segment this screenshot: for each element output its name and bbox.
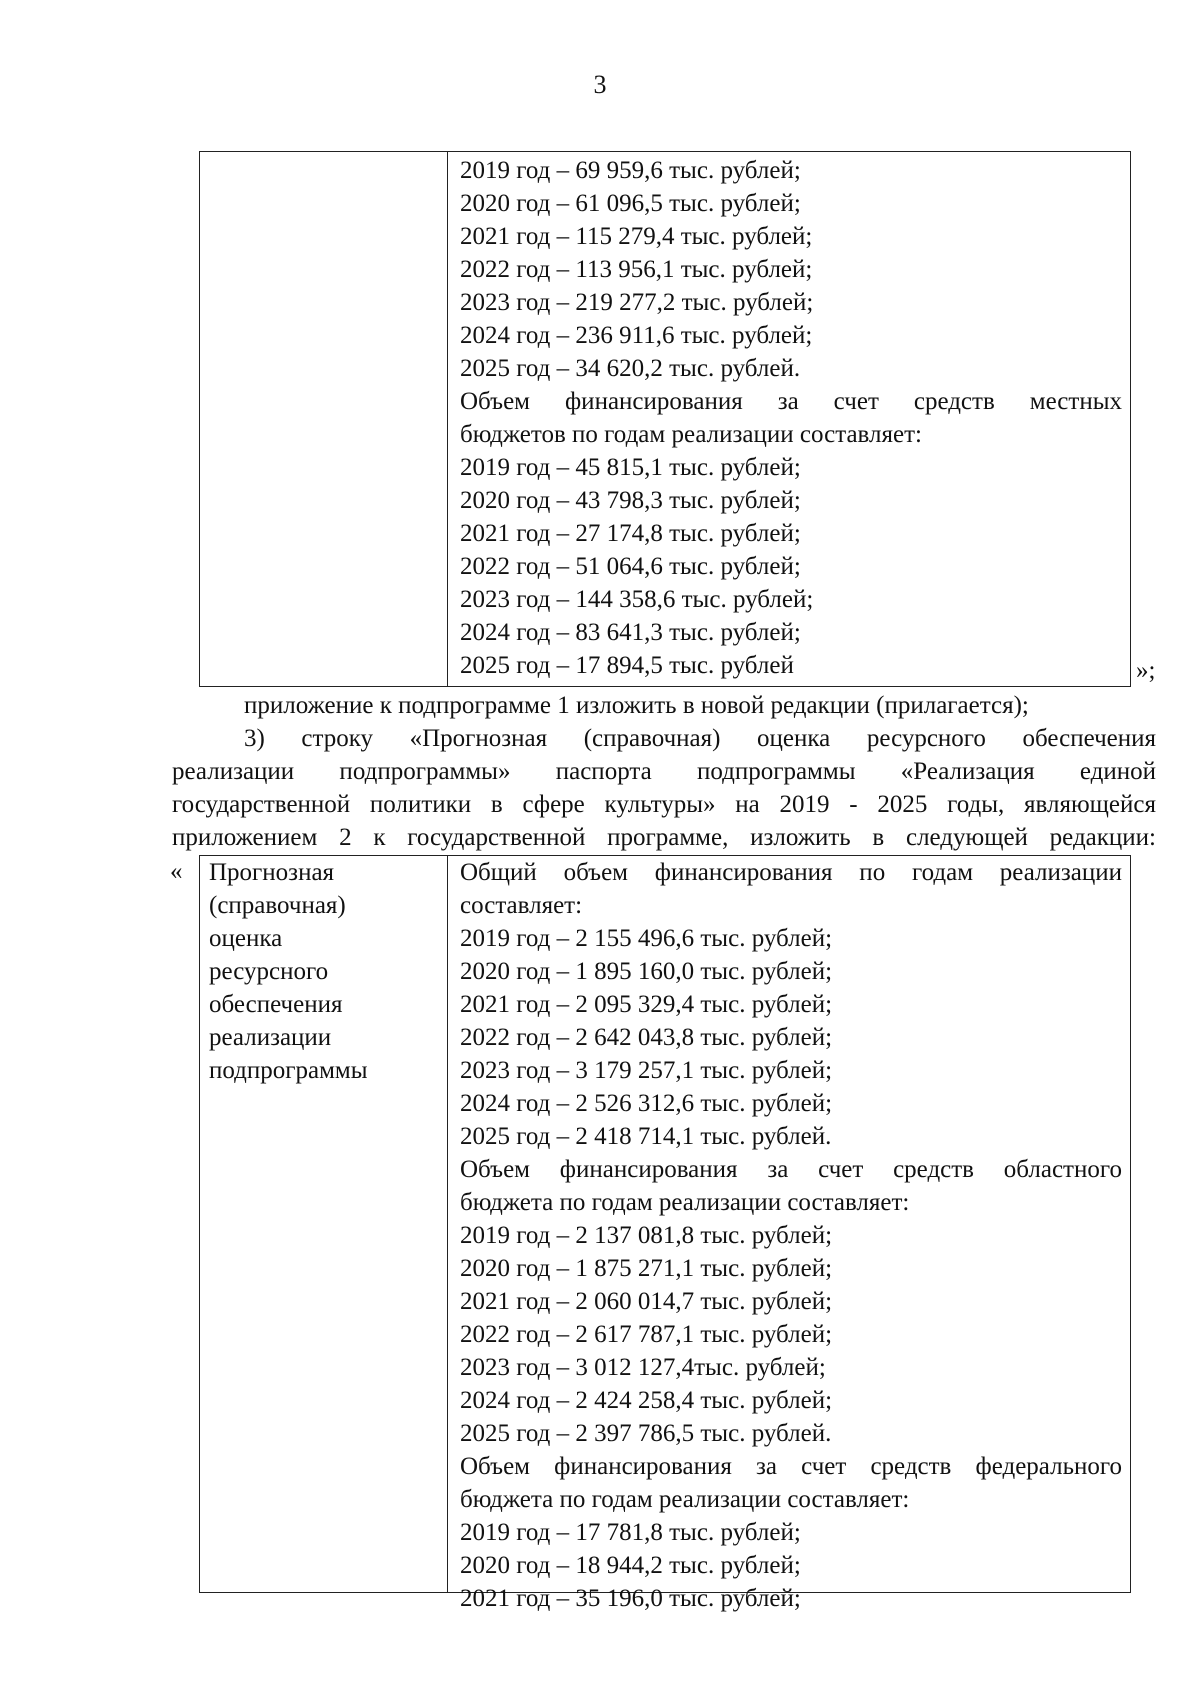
table2-left-line: Прогнозная bbox=[209, 859, 335, 886]
table1-column-divider bbox=[447, 151, 448, 687]
table2-line: 2021 год – 2 060 014,7 тыс. рублей; bbox=[460, 1288, 833, 1315]
table1-line: 2019 год – 69 959,6 тыс. рублей; bbox=[460, 157, 801, 184]
table2-line: Объем финансирования за счет средств областного bbox=[460, 1156, 1122, 1183]
table2-line: 2024 год – 2 424 258,4 тыс. рублей; bbox=[460, 1387, 833, 1414]
body-line: реализации подпрограммы» паспорта подпрограммы «Реализация единой bbox=[172, 758, 1156, 785]
table2-line: 2022 год – 2 617 787,1 тыс. рублей; bbox=[460, 1321, 833, 1348]
table2-line: 2019 год – 2 137 081,8 тыс. рублей; bbox=[460, 1222, 833, 1249]
table1-line: 2022 год – 51 064,6 тыс. рублей; bbox=[460, 553, 801, 580]
table1-line: 2025 год – 34 620,2 тыс. рублей. bbox=[460, 355, 801, 382]
table2-left-line: подпрограммы bbox=[209, 1057, 368, 1084]
table2-line: 2020 год – 1 895 160,0 тыс. рублей; bbox=[460, 958, 833, 985]
closing-quote-mark: »; bbox=[1136, 657, 1156, 684]
table2-line: 2024 год – 2 526 312,6 тыс. рублей; bbox=[460, 1090, 833, 1117]
table2-left-line: ресурсного bbox=[209, 958, 329, 985]
table2-line: 2020 год – 1 875 271,1 тыс. рублей; bbox=[460, 1255, 833, 1282]
table1-line: 2020 год – 43 798,3 тыс. рублей; bbox=[460, 487, 801, 514]
table2-line: Общий объем финансирования по годам реализации bbox=[460, 859, 1122, 886]
table2-line: 2019 год – 17 781,8 тыс. рублей; bbox=[460, 1519, 801, 1546]
table2-left-line: реализации bbox=[209, 1024, 332, 1051]
table2-left-line: оценка bbox=[209, 925, 283, 952]
table1-line: 2021 год – 115 279,4 тыс. рублей; bbox=[460, 223, 813, 250]
body-line: государственной политики в сфере культуры» на 2019 - 2025 годы, являющейся bbox=[172, 791, 1156, 818]
table2-line: Объем финансирования за счет средств федерального bbox=[460, 1453, 1122, 1480]
table2-line: 2022 год – 2 642 043,8 тыс. рублей; bbox=[460, 1024, 833, 1051]
table1-line: 2021 год – 27 174,8 тыс. рублей; bbox=[460, 520, 801, 547]
body-line: 3) строку «Прогнозная (справочная) оценка ресурсного обеспечения bbox=[244, 725, 1156, 752]
table2-left-line: обеспечения bbox=[209, 991, 343, 1018]
table2-line: 2021 год – 35 196,0 тыс. рублей; bbox=[460, 1585, 801, 1612]
opening-quote-mark: « bbox=[170, 858, 183, 885]
table2-line: 2025 год – 2 418 714,1 тыс. рублей. bbox=[460, 1123, 832, 1150]
body-line: приложение к подпрограмме 1 изложить в новой редакции (прилагается); bbox=[244, 692, 1029, 719]
table1-line: 2024 год – 236 911,6 тыс. рублей; bbox=[460, 322, 813, 349]
table2-line: 2023 год – 3 179 257,1 тыс. рублей; bbox=[460, 1057, 833, 1084]
table2-line: бюджета по годам реализации составляет: bbox=[460, 1189, 910, 1216]
table2-left-line: (справочная) bbox=[209, 892, 346, 919]
table1-line: бюджетов по годам реализации составляет: bbox=[460, 421, 922, 448]
table1-line: Объем финансирования за счет средств местных bbox=[460, 388, 1122, 415]
table2-line: 2019 год – 2 155 496,6 тыс. рублей; bbox=[460, 925, 833, 952]
table1-line: 2020 год – 61 096,5 тыс. рублей; bbox=[460, 190, 801, 217]
table1-line: 2019 год – 45 815,1 тыс. рублей; bbox=[460, 454, 801, 481]
table2-line: 2025 год – 2 397 786,5 тыс. рублей. bbox=[460, 1420, 832, 1447]
table2-line: составляет: bbox=[460, 892, 583, 919]
table1-line: 2023 год – 144 358,6 тыс. рублей; bbox=[460, 586, 814, 613]
table1-line: 2024 год – 83 641,3 тыс. рублей; bbox=[460, 619, 801, 646]
table2-line: 2020 год – 18 944,2 тыс. рублей; bbox=[460, 1552, 801, 1579]
table1-line: 2022 год – 113 956,1 тыс. рублей; bbox=[460, 256, 813, 283]
table2-line: бюджета по годам реализации составляет: bbox=[460, 1486, 910, 1513]
table1-line: 2025 год – 17 894,5 тыс. рублей bbox=[460, 652, 794, 679]
body-line: приложением 2 к государственной программе, изложить в следующей редакции: bbox=[172, 824, 1156, 851]
table1-line: 2023 год – 219 277,2 тыс. рублей; bbox=[460, 289, 814, 316]
table2-column-divider bbox=[447, 855, 448, 1593]
table2-line: 2021 год – 2 095 329,4 тыс. рублей; bbox=[460, 991, 833, 1018]
table2-line: 2023 год – 3 012 127,4тыс. рублей; bbox=[460, 1354, 826, 1381]
page-number: 3 bbox=[593, 70, 607, 99]
